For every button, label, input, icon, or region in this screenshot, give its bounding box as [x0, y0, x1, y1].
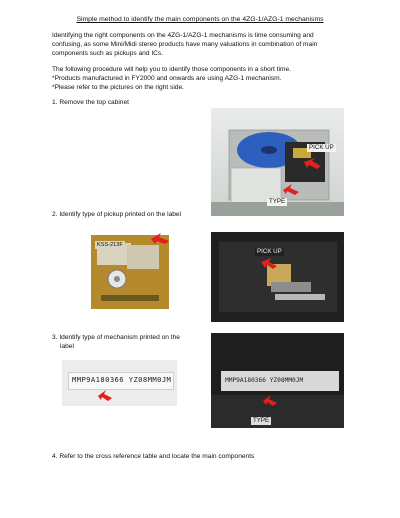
step-3-text: 3. Identify type of mechanism printed on the [52, 334, 180, 341]
photo-mechanism-unit [211, 333, 344, 428]
procedure-line: *Products manufactured in FY2000 and onwards are using AZG-1 mechanism. [52, 75, 282, 82]
intro-line: Identifying the right components on the 4ZG-1/AZG-1 mechanisms is time consuming and [52, 32, 314, 39]
page-title: Simple method to identify the main components on the 4ZG-1/AZG-1 mechanisms [76, 16, 324, 23]
step-4-text: 4. Refer to the cross reference table and locate the main components [52, 453, 255, 460]
photo-mechanism-label [62, 360, 177, 406]
procedure-line: The following procedure will help you to identify those components in a short time. [52, 66, 291, 73]
type-label-3: TYPE [253, 417, 270, 424]
mechanism-code-right: MMP9A180366 YZ08MM0JM [225, 377, 304, 384]
photo-pickup-label [87, 229, 173, 315]
pickup-label-2: PICK UP [257, 248, 282, 255]
step-2-text: 2. Identify type of pickup printed on the label [52, 211, 182, 218]
photo-top-cabinet [211, 108, 344, 216]
type-label: TYPE [269, 198, 286, 205]
intro-line: components such as pickups and ICs. [52, 50, 164, 57]
kss-label: KSS-213F [97, 242, 123, 248]
intro-line: confusing, as some Mini/Midi stereo products have many valuations in combination of main [52, 41, 318, 48]
mechanism-code-left: MMP9A180366 YZ08MM0JM [72, 375, 172, 384]
pickup-label: PICK UP [309, 144, 334, 151]
photo-pickup-mechanism [211, 232, 344, 322]
procedure-line: *Please refer to the pictures on the right side. [52, 84, 184, 91]
step-1-text: 1. Remove the top cabinet [52, 99, 129, 106]
step-3-text-cont: label [60, 343, 74, 350]
